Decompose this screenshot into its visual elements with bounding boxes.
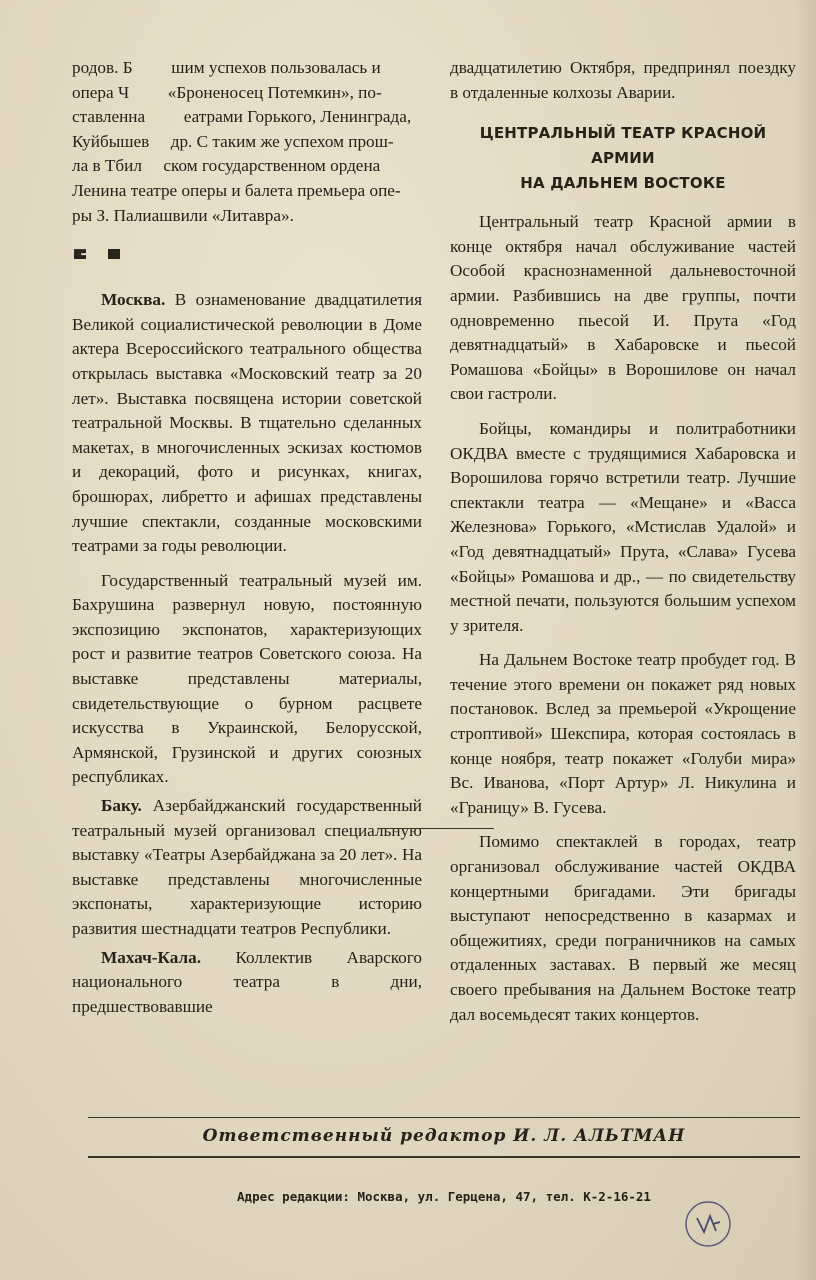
responsible-editor: Ответственный редактор И. Л. АЛЬТМАН [202,1126,686,1146]
moscow-text: В ознаменование двадцатилетия Великой социалистической революции в Доме актера Всероссийского театрального общества открылась выставка «Московский театр за 20 лет». Выставка посвящена истории советской театральной Москвы. В тщательно сделанных макетах, в многочисленных эскизах костюмов и декораций, фото и рисунках, книгах, брошюрах, либретто и афишах представлены лучшие спектакли, созданные московскими театрами за годы революции. [72,290,422,556]
makhach-text: Коллектив Аварского национального театра в дни, предшествовавшие [72,947,422,1016]
baku-lead: Баку. [101,796,142,816]
article-end-rule [378,828,494,829]
editorial-address: Адрес редакции: Москва, ул. Герцена, 47, тел. К-2-16-21 [237,1189,651,1204]
continuation-paragraph: двадцатилетию Октября, предпринял поездку в отдаленные колхозы Аварии. [450,58,796,102]
divider-mark-icon [74,249,86,259]
library-stamp-icon [680,1196,736,1252]
intro-line: опера Ч «Броненосец Потемкин», по- [72,82,382,102]
intro-line: Куйбышев др. С таким же успехом прош- [72,131,394,151]
intro-line: родов. Б шим успехов пользовалась и [72,58,381,77]
article-paragraph: Бойцы, командиры и политработники ОКДВА вместе с трудящимися Хабаровска и Ворошилова горячо встретили театр. Лучшие спектакли театра — «Мещане» и «Васса Железнова» Горького, «Мстислав Удалой» и «Год девятнадцатый» Прута, «Слава» Гусева «Бойцы» Ромашова и др., — по свидетельству местной печати, пользуются большим успехом у зрителя. [450,418,796,635]
makhach-lead: Махач-Кала. [101,947,202,967]
article-paragraph: На Дальнем Востоке театр пробудет год. В течение этого времени он покажет ряд новых постановок. Вслед за премьерой «Укрощение строптивой» Шекспира, которая состоялась в конце ноября, театр покажет «Голуби мира» Вс. Иванова, «Порт Артур» Л. Никулина и «Границу» В. Гусева. [450,650,796,817]
intro-fragment [72,56,422,228]
museum-paragraph: Государственный театральный музей им. Бахрушина развернул новую, постоянную экспозицию экспонатов, характеризующих рост и развитие театров Советского союза. На выставке представлены материалы, свидетельствующие о бурном расцвете искусства в Украинской, Белорусской, Армянской, Грузинской и других союзных республиках. [72,570,422,787]
left-column [72,56,422,1019]
divider-mark-icon [108,249,120,259]
moscow-paragraph [72,288,422,559]
footer-top-rule [88,1117,800,1118]
intro-line: Ленина театре оперы и балета премьера опе- [72,180,401,200]
makhach-paragraph [72,946,422,1020]
intro-line: ры З. Палиашвили «Литавра». [72,205,294,225]
moscow-lead: Москва. [101,290,166,310]
intro-line: ла в Тбил ском государственном ордена [72,156,381,176]
page-edge-shadow [796,0,816,1280]
heading-line: НА ДАЛЬНЕМ ВОСТОКЕ [520,174,726,193]
article-paragraph: Центральный театр Красной армии в конце октября начал обслуживание частей Особой краснознаменной дальневосточной армии. Разбившись на две группы, почти одновременно пьесой И. Прута «Год девятнадцатый» в Хабаровске и пьесой Ромашова «Бойцы» в Ворошилове он начал свои гастроли. [450,212,796,404]
article-body [450,210,796,1027]
heading-line: ЦЕНТРАЛЬНЫЙ ТЕАТР КРАСНОЙ АРМИИ [479,124,767,168]
intro-line: ставленна еатрами Горького, Ленинграда, [72,107,412,127]
baku-text: Азербайджанский государственный театральный музей организовал специальную выставку «Театры Азербайджана за 20 лет». На выставке представлены многочисленные экспонаты, характеризующие историю развития шестнадцати театров Республики. [72,796,422,938]
footer-bottom-rule [88,1156,800,1158]
right-column [450,56,796,1027]
baku-paragraph [72,794,422,942]
article-paragraph: Помимо спектаклей в городах, театр организовал обслуживание частей ОКДВА концертными бригадами. Эти бригады выступают непосредственно в казармах и общежитиях, среди пограничников на самых отдаленных заставах. В первый же месяц своего пребывания на Дальнем Востоке театр дал восемьдесят таких концертов. [450,832,796,1024]
article-heading [450,121,796,196]
section-divider [72,228,422,280]
